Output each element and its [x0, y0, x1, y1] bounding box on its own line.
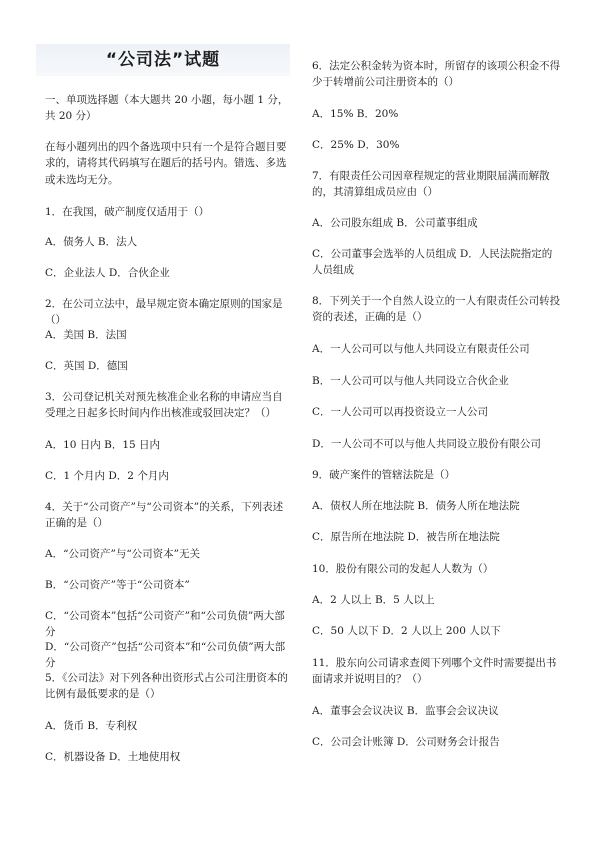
option-line: B．一人公司可以与他人共同设立合伙企业 — [312, 375, 509, 387]
option-line: C．一人公司可以再投资设立一人公司 — [312, 406, 489, 418]
option-line: A．债务人 B．法人 — [45, 236, 138, 248]
title-band — [36, 44, 290, 76]
section-heading: 一、单项选择题（本大题共 20 小题，每小题 1 分，共 20 分） — [45, 94, 289, 123]
option-line: C．1 个月内 D．2 个月内 — [45, 470, 169, 482]
question-text: 11．股东向公司请求查阅下列哪个文件时需要提出书面请求并说明目的？（） — [312, 657, 557, 686]
question-text: 5．《公司法》对下列各种出资形式占公司注册资本的比例有最低要求的是（） — [45, 672, 288, 701]
option-line: D．“公司资产”包括“公司资本”和“公司负债”两大部分 — [45, 641, 286, 670]
option-line: A．2 人以上 B．5 人以上 — [312, 594, 435, 606]
option-line: C．机器设备 D．土地使用权 — [45, 751, 181, 763]
option-line: A．债权人所在地法院 B．债务人所在地法院 — [312, 500, 520, 512]
question-text: 1．在我国，破产制度仅适用于（） — [45, 206, 210, 218]
question-text: 2．在公司立法中，最早规定资本确定原则的国家是（） — [45, 298, 283, 327]
option-line: A．公司股东组成 B．公司董事组成 — [312, 217, 478, 229]
question-text: 4．关于“公司资产”与“公司资本”的关系，下列表述正确的是（） — [45, 501, 284, 530]
option-line: C．“公司资本”包括“公司资产”和“公司负债”两大部分 — [45, 610, 285, 639]
option-line: B．“公司资产”等于“公司资本” — [45, 579, 190, 591]
section-instruction: 在每小题列出的四个备选项中只有一个是符合题目要求的，请将其代码填写在题后的括号内。错选、多选或未选均无分。 — [45, 141, 287, 186]
option-line: C．50 人以下 D．2 人以上 200 人以下 — [312, 625, 501, 637]
option-line: A．10 日内 B．15 日内 — [45, 439, 161, 451]
option-line: A．15% B．20% — [312, 108, 399, 120]
question-text: 6．法定公积金转为资本时，所留存的该项公积金不得少于转增前公司注册资本的（） — [312, 60, 561, 89]
question-text: 10．股份有限公司的发起人人数为（） — [312, 563, 494, 575]
question-text: 8．下列关于一个自然人设立的一人有限责任公司转投资的表述，正确的是（） — [312, 295, 561, 324]
question-text: 9．破产案件的管辖法院是（） — [312, 469, 456, 481]
page-title: “公司法”试题 — [105, 49, 221, 70]
question-text: 7．有限责任公司因章程规定的营业期限届满而解散的，其清算组成员应由（） — [312, 170, 550, 199]
option-line: C．公司董事会选举的人员组成 D．人民法院指定的人员组成 — [312, 248, 553, 277]
option-line: A．“公司资产”与“公司资本”无关 — [45, 548, 201, 560]
option-line: D．一人公司不可以与他人共同设立股份有限公司 — [312, 438, 541, 450]
option-line: A．一人公司可以与他人共同设立有限责任公司 — [312, 343, 530, 355]
option-line: C．企业法人 D．合伙企业 — [45, 267, 170, 279]
option-line: A．货币 B．专利权 — [45, 720, 138, 732]
question-text: 3．公司登记机关对预先核准企业名称的申请应当自受理之日起多长时间内作出核准或驳回决定？（） — [45, 391, 283, 420]
option-line: A．董事会会议决议 B．监事会会议决议 — [312, 705, 499, 717]
option-line: A．美国 B．法国 — [45, 329, 127, 341]
option-line: C．25% D．30% — [312, 139, 400, 151]
option-line: C．英国 D．德国 — [45, 360, 128, 372]
option-line: C．原告所在地法院 D．被告所在地法院 — [312, 531, 500, 543]
option-line: C．公司会计账簿 D．公司财务会计报告 — [312, 736, 500, 748]
